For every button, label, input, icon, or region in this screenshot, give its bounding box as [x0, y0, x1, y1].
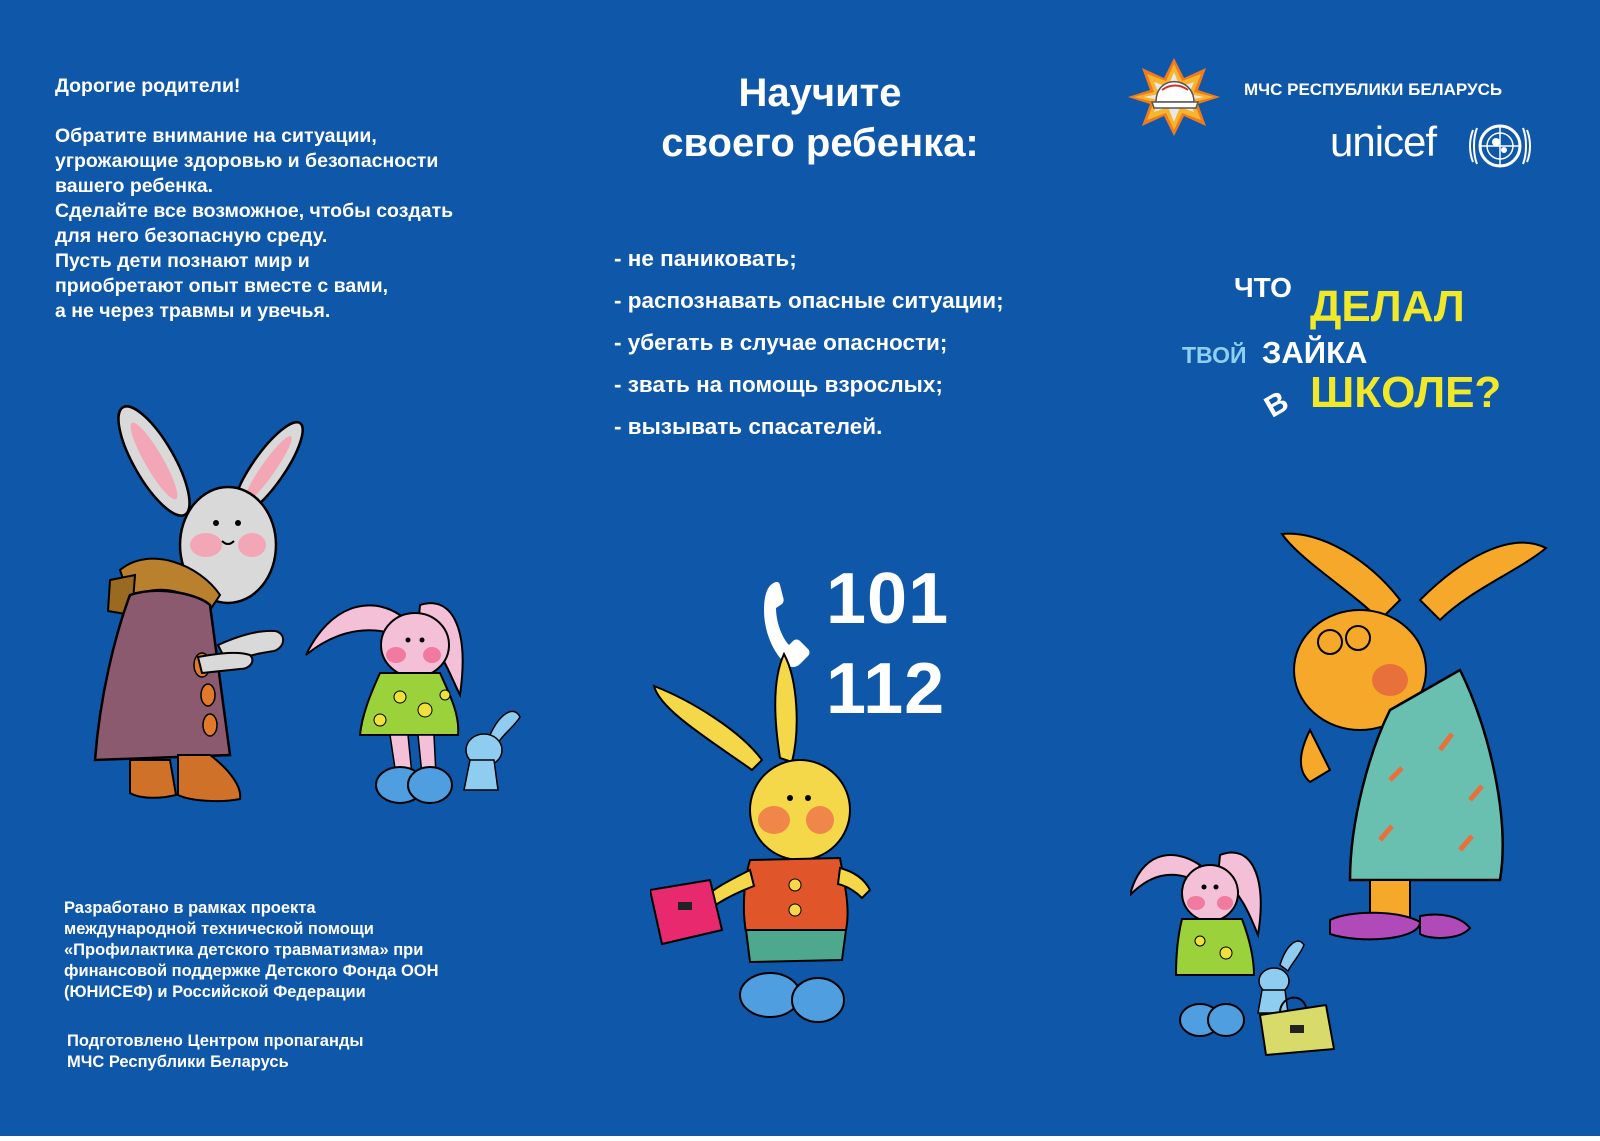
- credits-line: (ЮНИСЕФ) и Российской Федерации: [64, 983, 366, 1001]
- note-line: для него безопасную среду.: [55, 225, 328, 247]
- yellow-bunny-illustration: [650, 640, 900, 1035]
- pink-bunny-briefcase-illustration: [1130, 835, 1360, 1065]
- note-line: вашего ребенка.: [55, 175, 214, 197]
- credits-line: Разработано в рамках проекта: [64, 899, 316, 917]
- emergency-number-112: 112: [826, 649, 946, 729]
- title-word-v: В: [1258, 384, 1295, 425]
- parents-note: [55, 74, 575, 324]
- emergency-number-101: 101: [826, 559, 950, 639]
- skill-item: - убегать в случае опасности;: [614, 330, 948, 355]
- skills-list: [614, 238, 1004, 448]
- note-line: Сделайте все возможное, чтобы создать: [55, 200, 454, 222]
- note-line: угрожающие здоровью и безопасности: [55, 150, 439, 172]
- skill-item: - распознавать опасные ситуации;: [614, 288, 1004, 313]
- note-line: Пусть дети познают мир и: [55, 250, 310, 272]
- mchs-emblem-icon: [1126, 56, 1222, 138]
- pink-bunny-illustration: [300, 585, 530, 815]
- skill-item: - не паниковать;: [614, 246, 797, 271]
- note-line: Обратите внимание на ситуации,: [55, 125, 377, 147]
- title-word-shkole: ШКОЛЕ?: [1310, 368, 1502, 417]
- title-word-zayka: ЗАЙКА: [1262, 335, 1368, 370]
- prepared-line: Подготовлено Центром пропаганды: [67, 1032, 364, 1050]
- headline-line1: Научите: [738, 71, 902, 115]
- note-line: приобретают опыт вместе с вами,: [55, 275, 389, 297]
- title-word-chto: ЧТО: [1234, 272, 1292, 303]
- note-line: а не через травмы и увечья.: [55, 300, 331, 322]
- organization-name: МЧС РЕСПУБЛИКИ БЕЛАРУСЬ: [1244, 80, 1503, 99]
- title-word-tvoy: ТВОЙ: [1182, 342, 1247, 368]
- headline-line2: своего ребенка:: [661, 121, 979, 165]
- headline: [600, 68, 1040, 168]
- prepared-by: [67, 1031, 487, 1073]
- skill-item: - вызывать спасателей.: [614, 414, 883, 439]
- title-word-delal: ДЕЛАЛ: [1310, 282, 1465, 331]
- prepared-line: МЧС Республики Беларусь: [67, 1053, 289, 1071]
- credits-line: финансовой поддержке Детского Фонда ООН: [64, 962, 439, 980]
- credits-line: «Профилактика детского травматизма» при: [64, 941, 424, 959]
- unicef-wordmark: unicef: [1330, 118, 1437, 165]
- greeting: Дорогие родители!: [55, 75, 241, 97]
- rabbit-parent-illustration: [90, 395, 310, 820]
- skill-item: - звать на помощь взрослых;: [614, 372, 943, 397]
- credits-line: международной технической помощи: [64, 920, 374, 938]
- unicef-globe-icon: [1467, 120, 1533, 172]
- credits: [64, 898, 544, 1003]
